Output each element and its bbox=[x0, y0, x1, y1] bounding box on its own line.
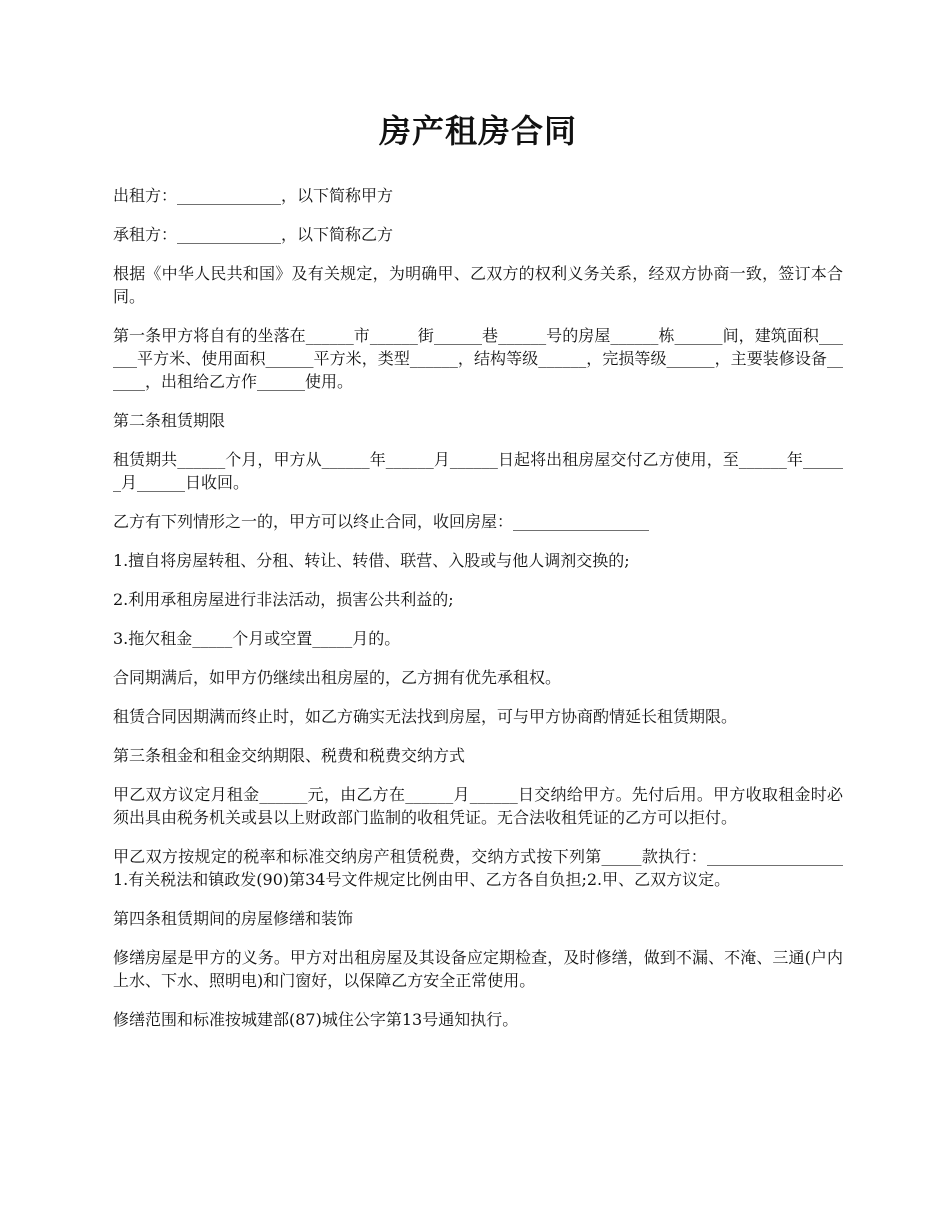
paragraph-article-1: 第一条甲方将自有的坐落在______市______街______巷______号的房屋______栋______间，建筑面积______平方米、使用面积______平方米，类型______，结构等级______，完损等级______，主要装修设备______，出租给乙方作______使用。 bbox=[113, 326, 843, 392]
paragraph-termination: 乙方有下列情形之一的，甲方可以终止合同，收回房屋：_________________ bbox=[113, 512, 650, 532]
paragraph-repair-scope: 修缮范围和标准按城建部(87)城住公字第13号通知执行。 bbox=[113, 1010, 519, 1030]
paragraph-lessor: 出租方：_____________，以下简称甲方 bbox=[113, 186, 394, 206]
paragraph-priority-renewal: 合同期满后，如甲方仍继续出租房屋的，乙方拥有优先承租权。 bbox=[113, 668, 562, 688]
paragraph-repair-duty: 修缮房屋是甲方的义务。甲方对出租房屋及其设备应定期检查，及时修缮，做到不漏、不淹、三通(户内上水、下水、照明电)和门窗好，以保障乙方安全正常使用。 bbox=[113, 948, 843, 991]
heading-article-3: 第三条租金和租金交纳期限、税费和税费交纳方式 bbox=[113, 746, 466, 766]
paragraph-rent: 甲乙双方议定月租金______元，由乙方在______月______日交纳给甲方。先付后用。甲方收取租金时必须出具由税务机关或县以上财政部门监制的收租凭证。无合法收租凭证的乙方可以拒付。 bbox=[113, 785, 843, 828]
paragraph-preamble: 根据《中华人民共和国》及有关规定，为明确甲、乙双方的权利义务关系，经双方协商一致，签订本合同。 bbox=[113, 264, 843, 307]
heading-article-4: 第四条租赁期间的房屋修缮和装饰 bbox=[113, 909, 354, 929]
list-item-1: 1.擅自将房屋转租、分租、转让、转借、联营、入股或与他人调剂交换的; bbox=[113, 551, 630, 571]
paragraph-lease-term: 租赁期共______个月，甲方从______年______月______日起将出租房屋交付乙方使用，至______年______月______日收回。 bbox=[113, 450, 843, 493]
paragraph-lessee: 承租方：_____________，以下简称乙方 bbox=[113, 225, 394, 245]
heading-article-2: 第二条租赁期限 bbox=[113, 411, 226, 431]
paragraph-extension: 租赁合同因期满而终止时，如乙方确实无法找到房屋，可与甲方协商酌情延长租赁期限。 bbox=[113, 707, 738, 727]
document-title: 房产租房合同 bbox=[378, 112, 577, 150]
list-item-3: 3.拖欠租金_____个月或空置_____月的。 bbox=[113, 629, 401, 649]
document-page bbox=[113, 112, 843, 1047]
list-item-2: 2.利用承租房屋进行非法活动，损害公共利益的; bbox=[113, 590, 454, 610]
paragraph-taxes: 甲乙双方按规定的税率和标准交纳房产租赁税费，交纳方式按下列第_____款执行：_________________1.有关税法和镇政发(90)第34号文件规定比例由甲、乙方各自负担;2.甲、乙双方议定。 bbox=[113, 847, 843, 890]
